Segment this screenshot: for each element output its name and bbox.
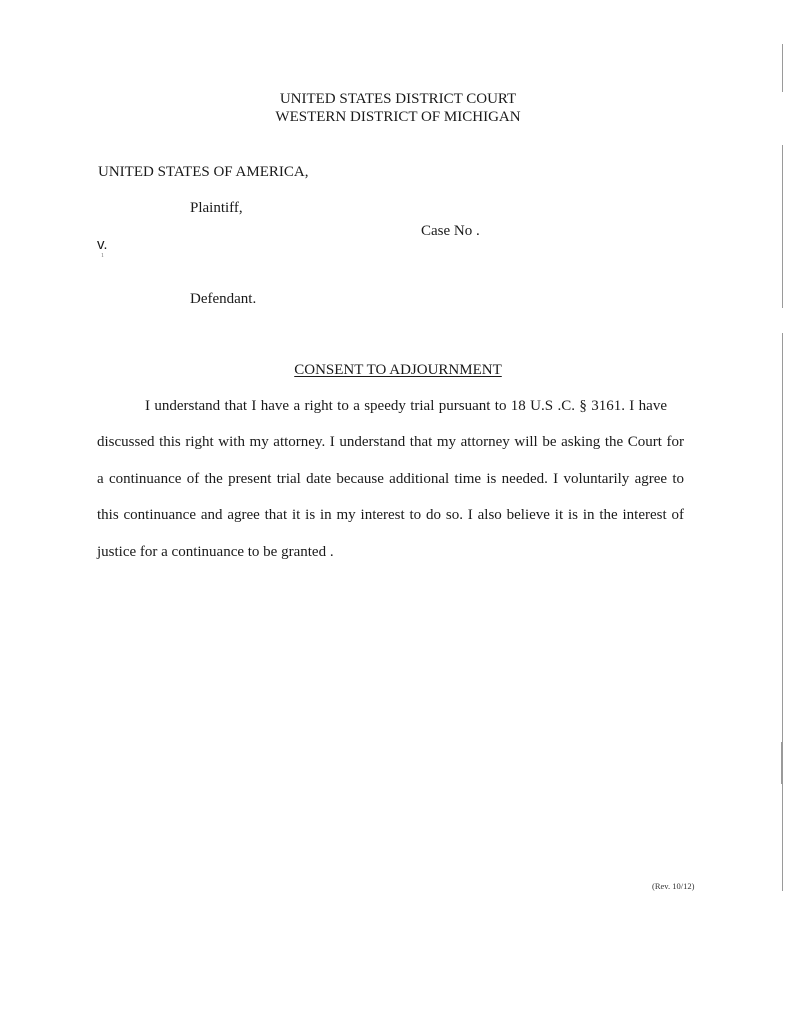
document-title: CONSENT TO ADJOURNMENT — [294, 362, 502, 378]
page-edge-mark-lower — [782, 333, 783, 891]
body-line: I understand that I have a right to a speedy trial pursuant to 18 U.S .C. § 3161. I have — [145, 398, 667, 414]
page-edge-mark-bottom — [781, 742, 783, 784]
plaintiff-label: Plaintiff, — [190, 200, 243, 216]
body-line: a continuance of the present trial date because additional time is needed. I voluntarily agree to — [97, 471, 684, 487]
footnote-marker: 1 — [101, 253, 104, 259]
case-number-label: Case No . — [421, 223, 480, 239]
defendant-label: Defendant. — [190, 291, 257, 307]
body-line: discussed this right with my attorney. I understand that my attorney will be asking the Court for — [97, 434, 684, 450]
versus-mark: v. — [97, 236, 108, 253]
body-line: this continuance and agree that it is in my interest to do so. I also believe it is in the interest of — [97, 507, 684, 523]
court-name: UNITED STATES DISTRICT COURT — [279, 91, 517, 107]
page-edge-mark-upper — [782, 145, 783, 308]
page-edge-mark-top — [782, 44, 783, 92]
plaintiff-party: UNITED STATES OF AMERICA, — [98, 164, 309, 180]
court-district: WESTERN DISTRICT OF MICHIGAN — [275, 109, 521, 125]
revision-note: (Rev. 10/12) — [652, 881, 695, 891]
body-line: justice for a continuance to be granted . — [97, 544, 334, 560]
